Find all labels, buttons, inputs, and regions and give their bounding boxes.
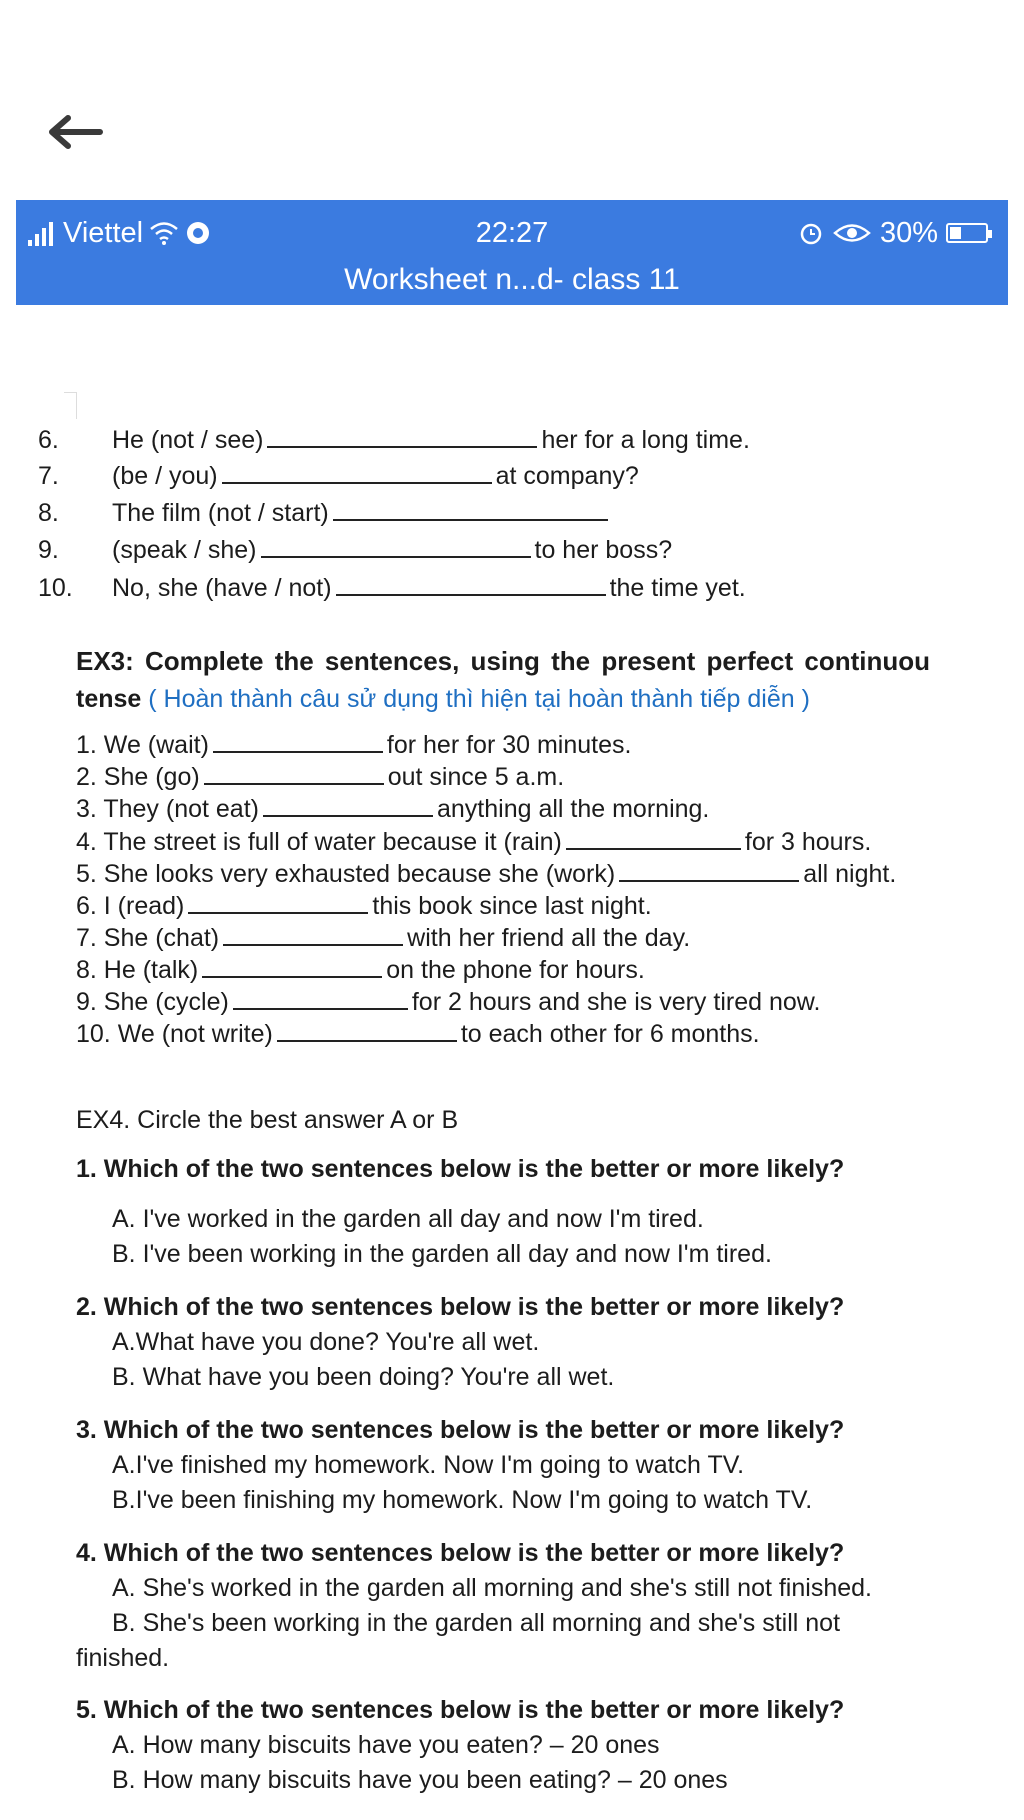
answer-blank[interactable] — [336, 572, 606, 596]
ex4-option-b[interactable]: B. How many biscuits have you been eating? – 20 ones — [112, 1766, 728, 1794]
clock: 22:27 — [475, 217, 549, 249]
answer-blank[interactable] — [204, 761, 384, 785]
answer-blank[interactable] — [267, 424, 537, 448]
ex3-item: 2. She (go) out since 5 a.m. — [76, 763, 565, 791]
ex2-item-text: (be / you) at company? — [112, 462, 639, 490]
ex4-question: 5. Which of the two sentences below is the better or more likely? — [76, 1696, 845, 1724]
page-corner — [64, 392, 77, 419]
ex3-item: 1. We (wait) for her for 30 minutes. — [76, 731, 632, 759]
answer-blank[interactable] — [213, 729, 383, 753]
battery-percent: 30% — [879, 217, 938, 249]
ex2-item: 10. — [38, 574, 73, 602]
ex4-question: 3. Which of the two sentences below is the better or more likely? — [76, 1416, 845, 1444]
ex4-option-b[interactable]: B. She's been working in the garden all morning and she's still not — [112, 1609, 841, 1637]
ex4-option-a[interactable]: A. She's worked in the garden all morning and she's still not finished. — [112, 1574, 872, 1602]
answer-blank[interactable] — [333, 497, 608, 521]
answer-blank[interactable] — [233, 986, 408, 1010]
ex3-item: 7. She (chat) with her friend all the day. — [76, 924, 691, 952]
answer-blank[interactable] — [566, 826, 741, 850]
back-button[interactable] — [44, 112, 104, 152]
alarm-icon — [798, 220, 824, 246]
answer-blank[interactable] — [222, 460, 492, 484]
ex4-option-b[interactable]: B. I've been working in the garden all day and now I'm tired. — [112, 1240, 772, 1268]
carrier-name: Viettel — [63, 217, 144, 249]
ex3-item: 4. The street is full of water because it (rain) for 3 hours. — [76, 828, 872, 856]
arrow-left-icon — [44, 112, 104, 152]
ex3-item: 10. We (not write) to each other for 6 months. — [76, 1020, 760, 1048]
ex4-option-b[interactable]: B. What have you been doing? You're all wet. — [112, 1363, 615, 1391]
answer-blank[interactable] — [188, 890, 368, 914]
status-bar — [16, 214, 1008, 252]
ex2-item-text: The film (not / start) — [112, 497, 612, 529]
ex4-question: 1. Which of the two sentences below is the better or more likely? — [76, 1155, 845, 1183]
ex3-item: 5. She looks very exhausted because she (work) all night. — [76, 860, 897, 888]
ex4-option-a[interactable]: A. I've worked in the garden all day and now I'm tired. — [112, 1205, 704, 1233]
answer-blank[interactable] — [263, 793, 433, 817]
ex3-item: 8. He (talk) on the phone for hours. — [76, 956, 645, 984]
ex2-item-text: He (not / see) her for a long time. — [112, 426, 750, 454]
ex3-item: 9. She (cycle) for 2 hours and she is very tired now. — [76, 988, 821, 1016]
answer-blank[interactable] — [261, 534, 531, 558]
battery-icon — [946, 223, 988, 243]
ex4-option-a[interactable]: A.I've finished my homework. Now I'm going to watch TV. — [112, 1451, 745, 1479]
app-bar — [16, 200, 1008, 305]
ex4-heading: EX4. Circle the best answer A or B — [76, 1106, 459, 1134]
ex3-item: 6. I (read) this book since last night. — [76, 892, 652, 920]
ex4-question: 2. Which of the two sentences below is the better or more likely? — [76, 1293, 845, 1321]
ex3-item: 3. They (not eat) anything all the morning. — [76, 795, 710, 823]
ex3-heading: EX3: Complete the sentences, using the present perfect continuou — [76, 646, 931, 676]
eye-icon — [832, 220, 872, 246]
answer-blank[interactable] — [619, 858, 799, 882]
answer-blank[interactable] — [202, 954, 382, 978]
ex2-item: 8. — [38, 499, 59, 527]
ex4-option-a[interactable]: A. How many biscuits have you eaten? – 20 ones — [112, 1731, 660, 1759]
ex2-item: 7. — [38, 462, 59, 490]
ex2-item-text: (speak / she) to her boss? — [112, 536, 673, 564]
answer-blank[interactable] — [277, 1018, 457, 1042]
ex4-question: 4. Which of the two sentences below is the better or more likely? — [76, 1539, 845, 1567]
document-title: Worksheet n...d- class 11 — [344, 263, 680, 296]
ex2-item: 9. — [38, 536, 59, 564]
ex2-item-text: No, she (have / not) the time yet. — [112, 574, 746, 602]
ex3-heading-cont: tense ( Hoàn thành câu sử dụng thì hiện tại hoàn thành tiếp diễn ) — [76, 685, 810, 713]
ex4-option-b[interactable]: B.I've been finishing my homework. Now I'm going to watch TV. — [112, 1486, 813, 1514]
answer-blank[interactable] — [223, 922, 403, 946]
ex4-option-b-cont: finished. — [76, 1644, 170, 1672]
ex2-item: 6. — [38, 426, 59, 454]
ex4-option-a[interactable]: A.What have you done? You're all wet. — [112, 1328, 540, 1356]
